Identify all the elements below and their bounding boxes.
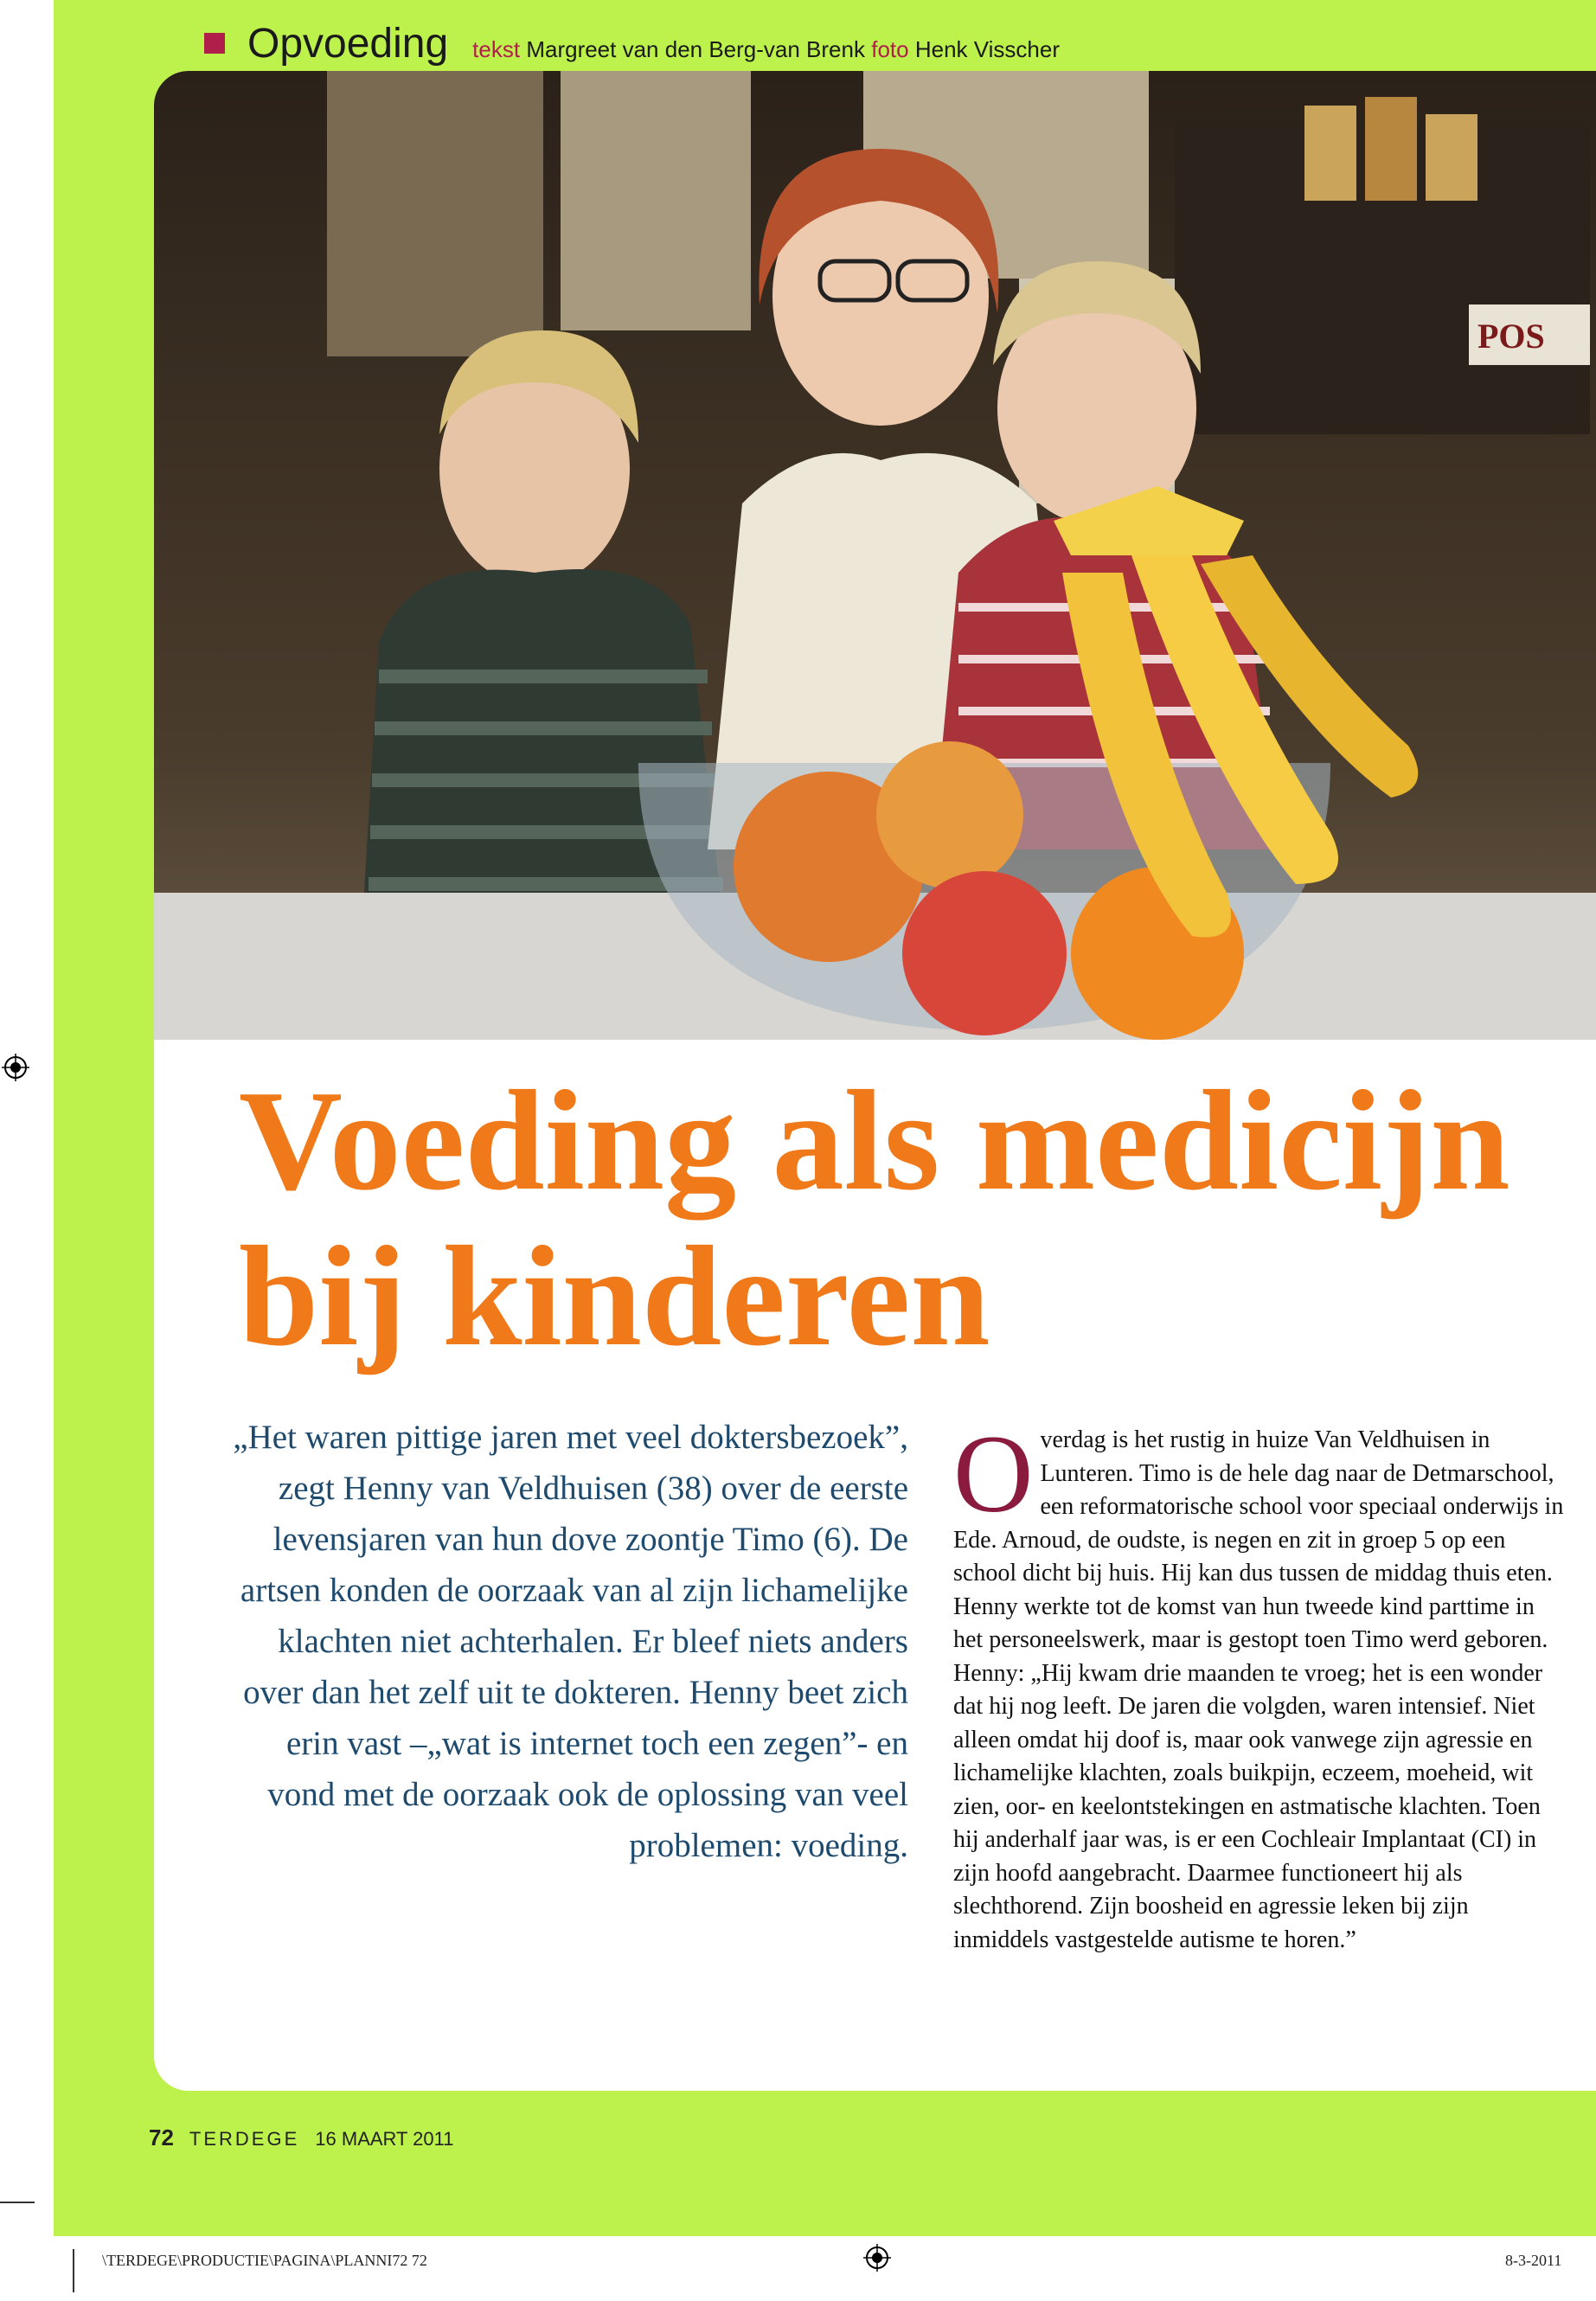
registration-mark-icon bbox=[863, 2244, 891, 2272]
cabinet bbox=[561, 71, 751, 330]
feature-photo bbox=[154, 71, 1596, 1040]
body-text: verdag is het rustig in huize Van Veldhuisen in Lunteren. Timo is de hele dag naar de Detmarschool, een reformatorische school voor speciaal onderwijs in Ede. Arnoud, de oudste, is negen en zit in groep 5 op een school dicht bij huis. Hij kan dus tussen de middag thuis eten. Henny werkte tot de komst van hun tweede kind parttime in het personeelswerk, maar is gestopt toen Timo werd geboren. Henny: „Hij kwam drie maanden te vroeg; het is een wonder dat hij nog leeft. De jaren die volgden, waren intensief. Niet alleen omdat hij doof is, maar ook vanwege zijn agressie en lichamelijke klachten, zoals buikpijn, eczeem, moeheid, wit zien, oor- en keelontstekingen en astmatische klachten. Toen hij anderhalf jaar was, is er een Cochleair Implantaat (CI) in zijn hoofd aangebracht. Daarmee functioneert hij als slechthorend. Zijn boosheid en agressie leken bij zijn inmiddels vastgestelde autisme te horen.” bbox=[953, 1426, 1564, 1953]
intro-paragraph: „Het waren pittige jaren met veel doktersbezoek”, zegt Henny van Veldhuisen (38) over de eerste levensjaren van hun dove zoontje Timo (6). De artsen konden de oorzaak van al zijn lichamelijke klachten niet achterhalen. Er bleef niets anders over dan het zelf uit te dokteren. Henny beet zich erin vast –„wat is internet toch een zegen”- en vond met de oorzaak ook de oplossing van veel problemen: voeding. bbox=[233, 1419, 908, 1864]
headline bbox=[239, 1062, 1588, 1374]
drop-cap: O bbox=[953, 1413, 1034, 1535]
section-name: Opvoeding bbox=[247, 20, 449, 67]
photo-role-label: foto bbox=[871, 35, 909, 62]
body-column bbox=[953, 1413, 1567, 1957]
print-slug-date: 8-3-2011 bbox=[1505, 2252, 1562, 2269]
canister bbox=[1304, 106, 1356, 201]
section-marker-square bbox=[204, 33, 225, 54]
author-name: Margreet van den Berg-van Brenk bbox=[526, 35, 865, 62]
headline-rest: als medicijn bij kinderen bbox=[239, 1061, 1510, 1375]
section-header bbox=[204, 19, 1060, 67]
apple bbox=[902, 871, 1067, 1035]
issue-date: 16 MAART 2011 bbox=[315, 2128, 454, 2150]
magazine-name: TERDEGE bbox=[189, 2128, 300, 2150]
photographer-name: Henk Visscher bbox=[914, 35, 1060, 62]
cabinet bbox=[327, 71, 543, 356]
canister bbox=[1426, 114, 1477, 201]
credits bbox=[472, 36, 1060, 63]
print-slug-path: \TERDEGE\PRODUCTIE\PAGINA\PLANNI72 72 bbox=[102, 2252, 427, 2269]
apple bbox=[876, 741, 1023, 888]
page-footer bbox=[149, 2125, 454, 2151]
family-photo-illustration bbox=[154, 71, 1596, 1040]
sign-text: POS bbox=[1477, 317, 1545, 356]
registration-mark-icon bbox=[2, 1054, 29, 1081]
headline-bold: Voeding bbox=[239, 1061, 737, 1220]
crop-mark bbox=[0, 2202, 35, 2203]
crop-mark bbox=[73, 2249, 74, 2292]
canister bbox=[1365, 97, 1417, 201]
text-role-label: tekst bbox=[472, 35, 521, 62]
page-number: 72 bbox=[149, 2125, 174, 2150]
